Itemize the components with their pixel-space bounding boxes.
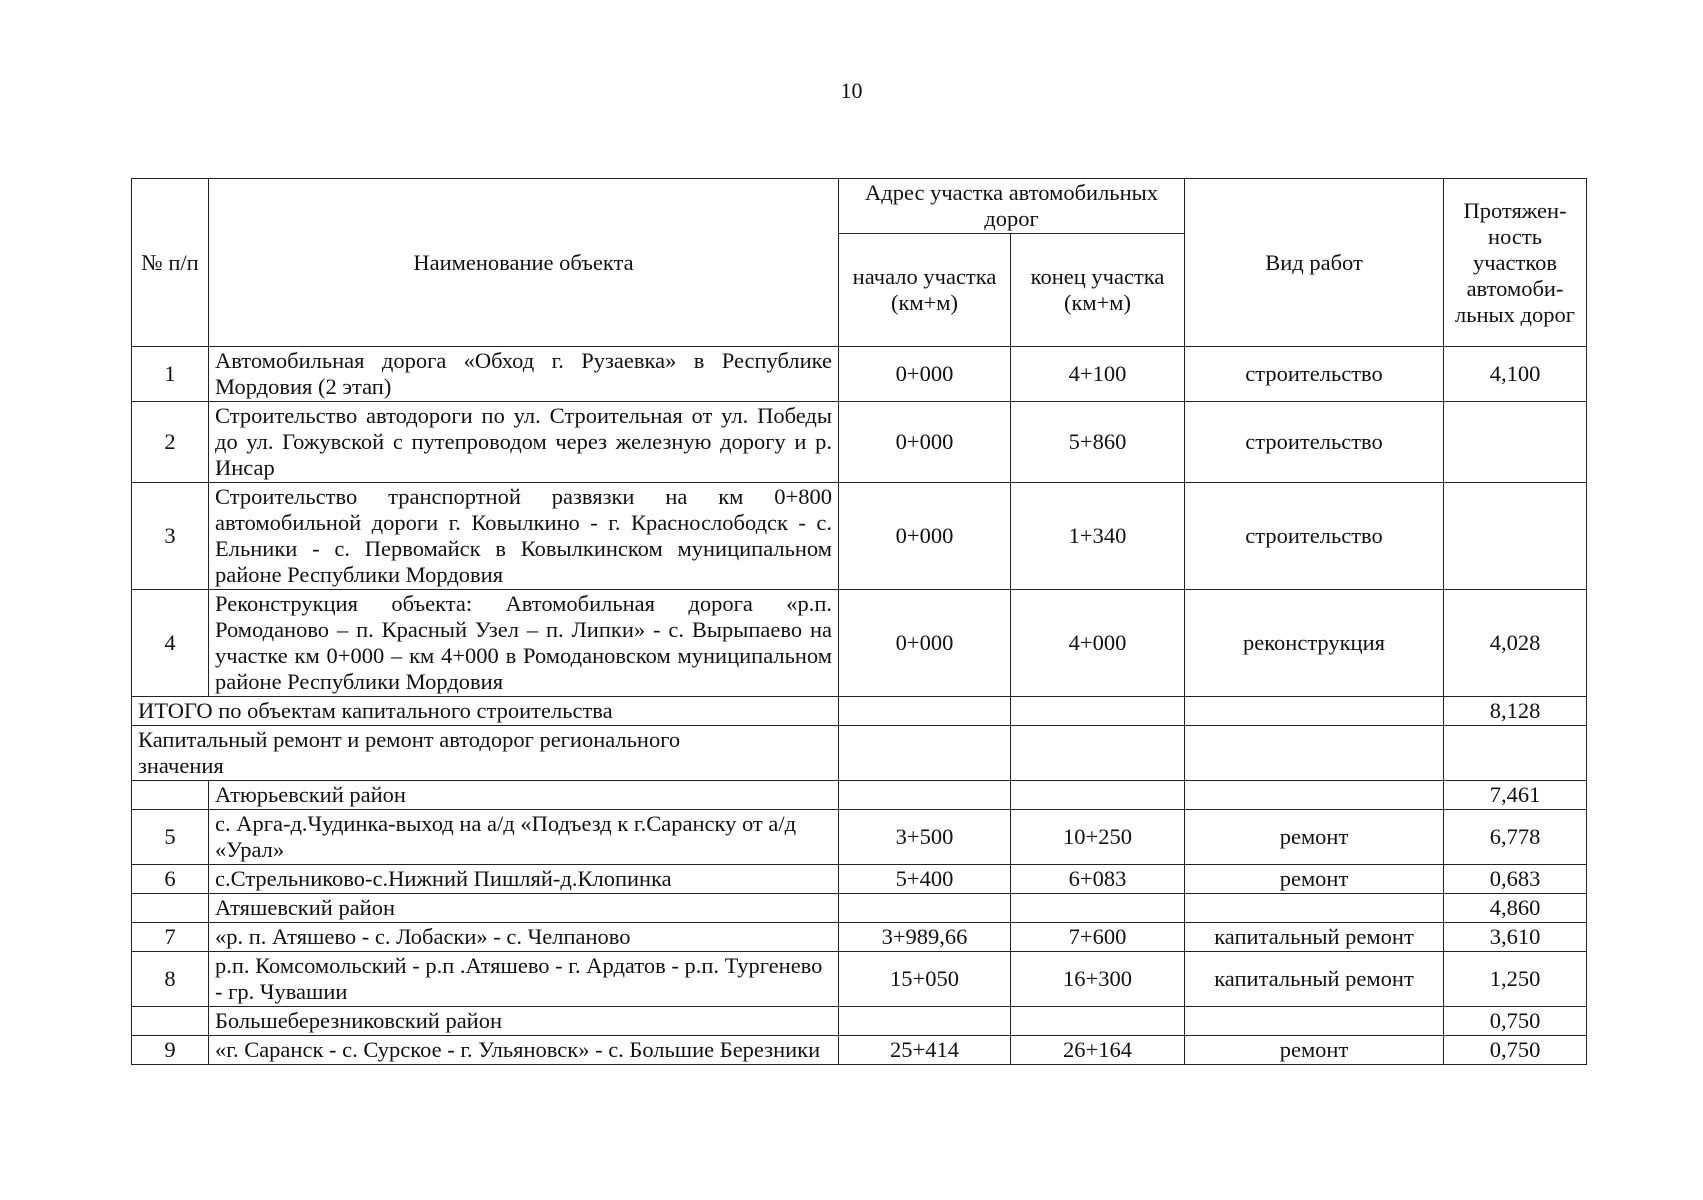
roads-table — [131, 178, 1587, 1065]
row-name: «р. п. Атяшево - с. Лобаски» - с. Челпаново — [209, 923, 839, 952]
table-row — [132, 347, 1587, 402]
row-start: 0+000 — [839, 402, 1011, 483]
table-row — [132, 590, 1587, 697]
row-num: 2 — [132, 402, 209, 483]
page-number: 10 — [840, 78, 863, 103]
row-num: 7 — [132, 923, 209, 952]
row-length: 0,683 — [1444, 865, 1587, 894]
table-row — [132, 810, 1587, 865]
row-end: 7+600 — [1011, 923, 1185, 952]
row-num: 9 — [132, 1036, 209, 1065]
table-row — [132, 865, 1587, 894]
header-address: Адрес участка автомобильных дорог — [839, 179, 1185, 234]
row-work-type: строительство — [1185, 402, 1444, 483]
total-length: 8,128 — [1444, 697, 1587, 726]
district-length: 0,750 — [1444, 1007, 1587, 1036]
table-row — [132, 923, 1587, 952]
row-end: 1+340 — [1011, 483, 1185, 590]
district-row — [132, 1007, 1587, 1036]
row-length: 3,610 — [1444, 923, 1587, 952]
row-work-type: строительство — [1185, 347, 1444, 402]
row-start: 5+400 — [839, 865, 1011, 894]
row-work-type: ремонт — [1185, 865, 1444, 894]
section-label: Капитальный ремонт и ремонт автодорог регионального значения — [132, 726, 839, 781]
row-length: 6,778 — [1444, 810, 1587, 865]
row-end: 26+164 — [1011, 1036, 1185, 1065]
row-name: р.п. Комсомольский - р.п .Атяшево - г. Ардатов - р.п. Тургенево - гр. Чувашии — [209, 952, 839, 1007]
header-num: № п/п — [132, 179, 209, 347]
total-label: ИТОГО по объектам капитального строительства — [132, 697, 839, 726]
district-name: Атюрьевский район — [209, 781, 839, 810]
header-name: Наименование объекта — [209, 179, 839, 347]
row-work-type: реконструкция — [1185, 590, 1444, 697]
row-num: 6 — [132, 865, 209, 894]
table-row — [132, 402, 1587, 483]
row-name: с. Арга-д.Чудинка-выход на а/д «Подъезд к г.Саранску от а/д «Урал» — [209, 810, 839, 865]
total-row — [132, 697, 1587, 726]
row-end: 4+000 — [1011, 590, 1185, 697]
row-num: 1 — [132, 347, 209, 402]
row-name: «г. Саранск - с. Сурское - г. Ульяновск» - с. Большие Березники — [209, 1036, 839, 1065]
row-length — [1444, 483, 1587, 590]
row-work-type: капитальный ремонт — [1185, 952, 1444, 1007]
row-name: Реконструкция объекта: Автомобильная дорога «р.п. Ромоданово – п. Красный Узел – п. Липки» - с. Вырыпаево на участке км 0+000 – км 4+000 в Ромодановском муниципальном районе Республики Мордовия — [209, 590, 839, 697]
row-name: с.Стрельниково-с.Нижний Пишляй-д.Клопинка — [209, 865, 839, 894]
row-name: Строительство транспортной развязки на км 0+800 автомобильной дороги г. Ковылкино - г. Краснослободск - с. Ельники - с. Первомайск в Ковылкинском муниципальном районе Республики Мордовия — [209, 483, 839, 590]
row-length — [1444, 402, 1587, 483]
row-num: 3 — [132, 483, 209, 590]
header-row — [132, 179, 1587, 234]
row-end: 6+083 — [1011, 865, 1185, 894]
row-end: 10+250 — [1011, 810, 1185, 865]
row-num: 8 — [132, 952, 209, 1007]
row-num: 4 — [132, 590, 209, 697]
district-length: 7,461 — [1444, 781, 1587, 810]
row-length: 0,750 — [1444, 1036, 1587, 1065]
row-start: 15+050 — [839, 952, 1011, 1007]
district-row — [132, 894, 1587, 923]
row-length: 4,028 — [1444, 590, 1587, 697]
row-start: 0+000 — [839, 347, 1011, 402]
header-start: начало участка (км+м) — [839, 234, 1011, 347]
row-start: 3+500 — [839, 810, 1011, 865]
row-work-type: капитальный ремонт — [1185, 923, 1444, 952]
row-length: 1,250 — [1444, 952, 1587, 1007]
row-num: 5 — [132, 810, 209, 865]
table-row — [132, 952, 1587, 1007]
header-end: конец участка (км+м) — [1011, 234, 1185, 347]
district-row — [132, 781, 1587, 810]
table-row — [132, 1036, 1587, 1065]
row-length: 4,100 — [1444, 347, 1587, 402]
section-row — [132, 726, 1587, 781]
row-start: 0+000 — [839, 590, 1011, 697]
header-work-type: Вид работ — [1185, 179, 1444, 347]
row-start: 3+989,66 — [839, 923, 1011, 952]
row-work-type: ремонт — [1185, 810, 1444, 865]
header-length: Протяжен-ность участков автомоби-льных дорог — [1444, 179, 1587, 347]
row-name: Автомобильная дорога «Обход г. Рузаевка» в Республике Мордовия (2 этап) — [209, 347, 839, 402]
row-end: 4+100 — [1011, 347, 1185, 402]
district-name: Большеберезниковский район — [209, 1007, 839, 1036]
row-start: 0+000 — [839, 483, 1011, 590]
row-work-type: ремонт — [1185, 1036, 1444, 1065]
district-length: 4,860 — [1444, 894, 1587, 923]
row-work-type: строительство — [1185, 483, 1444, 590]
row-end: 5+860 — [1011, 402, 1185, 483]
row-end: 16+300 — [1011, 952, 1185, 1007]
table-row — [132, 483, 1587, 590]
row-name: Строительство автодороги по ул. Строительная от ул. Победы до ул. Гожувской с путепроводом через железную дорогу и р. Инсар — [209, 402, 839, 483]
row-start: 25+414 — [839, 1036, 1011, 1065]
district-name: Атяшевский район — [209, 894, 839, 923]
